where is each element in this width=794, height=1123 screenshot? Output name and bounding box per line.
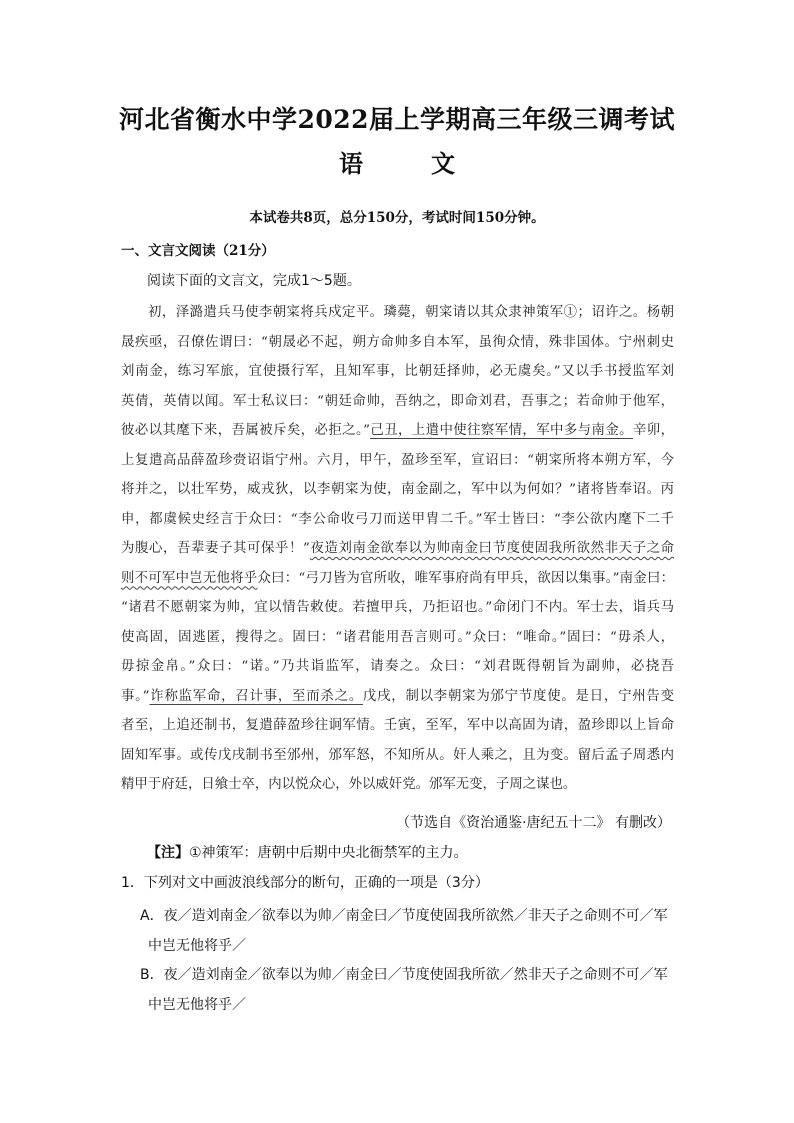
passage-line: [121, 446, 674, 476]
passage-line: [121, 770, 674, 800]
footnote-text: ①神策军：唐朝中后期中央北衙禁军的主力。: [189, 845, 468, 861]
passage-line: [121, 357, 674, 387]
passage-line: [121, 328, 674, 358]
section-heading: 一、文言文阅读（21分）: [121, 243, 275, 259]
exam-title: 河北省衡水中学2022届上学期高三年级三调考试: [118, 105, 676, 134]
option-b-line-2: 中岂无他将乎／: [148, 996, 246, 1013]
option-a-line-1: A．夜／造刘南金／欲奉以为帅／南金曰／节度使固我所欲然／非天子之命则不可／军: [140, 908, 668, 924]
passage-text: 英倩，英倩以闻。军士私议曰：“朝廷命帅，吾纳之，即命刘君，吾事之；若命帅于他军，: [121, 393, 674, 409]
passage-line: [121, 505, 674, 535]
passage-line: [121, 475, 674, 505]
passage-line: [121, 682, 674, 712]
passage-text: 辛卯，: [632, 423, 674, 438]
passage-text: 上复遣高品薛盈珍赍诏诣宁州。六月，甲午，盈珍至军，宣诏曰：“朝寀所将本朔方军，今: [121, 452, 674, 468]
passage-line: [121, 623, 674, 653]
passage-text: 众曰：“弓刀皆为官所收，唯军事府尚有甲兵，欲因以集事。”南金曰：: [257, 570, 674, 586]
passage-text: “诸君不愿朝寀为帅，宜以情告敕使。若擅甲兵，乃拒诏也。”命闭门不内。军士去，诣兵马: [121, 600, 674, 615]
footnote-label: 【注】: [147, 845, 189, 861]
wavy-underlined-text: 夜造刘南金欲奉以为帅南金曰节度使固我所欲然非天子之命: [309, 541, 674, 556]
option-b: [140, 961, 677, 1020]
passage-text: 者至，上追还制书，复遣薛盈珍往诇军情。壬寅，至军，军中以高固为请，盈珍即以上旨命: [121, 718, 674, 733]
exam-info: 本试卷共8页，总分150分，考试时间150分钟。: [249, 210, 545, 226]
passage-line: [121, 652, 674, 682]
passage-line: [121, 298, 674, 328]
passage-text: 晟疾亟，召僚佐谓曰：“朝晟必不起，朔方命帅多自本军，虽徇众情，殊非国体。宁州刺史: [121, 334, 674, 350]
classical-passage: [121, 298, 674, 800]
passage-text: 刘南金，练习军旅，宜使摄行军，且知军事，比朝廷择帅，必无虞矣。”又以手书授监军刘: [121, 364, 674, 379]
wavy-underlined-text: 则不可军中岂无他将乎: [121, 570, 258, 586]
passage-line: [121, 711, 674, 741]
option-a-line-2: 中岂无他将乎／: [148, 937, 246, 954]
passage-text: 戊戌，制以李朝寀为邠宁节度使。是日，宁州告变: [362, 688, 674, 704]
passage-line: [121, 741, 674, 771]
reading-instruction: 阅读下面的文言文，完成1～5题。: [147, 273, 361, 289]
passage-line: [121, 534, 674, 564]
passage-text: 事。”: [121, 688, 150, 704]
underlined-text: 己丑，上遣中使往察军情，军中多与南金。: [369, 423, 633, 438]
passage-text: 将并之，以壮军势，威戎狄，以李朝寀为使，南金副之，军中以为何如？”诸将皆奉诏。丙: [121, 482, 674, 497]
passage-text: 彼必以其麾下来，吾属被斥矣，必拒之。”: [121, 423, 370, 438]
exam-subject: 语 文: [339, 149, 477, 178]
passage-text: 使高固，固逃匿，搜得之。固曰：“诸君能用吾言则可。”众曰：“唯命。”固曰：“毋杀人，: [121, 629, 674, 645]
passage-line: [121, 416, 674, 446]
underlined-text: 诈称监军命，召计事，至而杀之。: [149, 688, 363, 704]
passage-source: （节选自《资治通鉴·唐纪五十二》 有删改）: [396, 815, 671, 831]
passage-text: 申，都虞候史经言于众曰：“李公命收弓刀而送甲胄二千。”军士皆曰：“李公欲内麾下二千: [121, 511, 674, 527]
passage-line: [121, 564, 674, 594]
question-1-stem: 1．下列对文中画波浪线部分的断句，正确的一项是（3分）: [121, 875, 489, 891]
option-a: [140, 902, 677, 961]
passage-line: [121, 387, 674, 417]
option-b-line-1: B．夜／造刘南金／欲奉以为帅／南金曰／节度使固我所欲／然非天子之命则不可／军: [140, 967, 668, 983]
passage-text: 为腹心，吾辈妻子其可保乎！”: [121, 541, 310, 556]
passage-line: [121, 593, 674, 623]
passage-text: 初，泽潞遣兵马使李朝寀将兵戍定平。璘薨，朝寀请以其众隶神策军①；诏许之。杨朝: [148, 305, 674, 320]
passage-text: 精甲于府廷，日飨士卒，内以悦众心，外以威奸党。邠军无变，子周之谋也。: [121, 777, 577, 792]
footnote: [147, 842, 468, 862]
passage-text: 毋掠金帛。”众曰：“诺。”乃共诣监军，请奏之。众曰：“刘君既得朝旨为副帅，必挠吾: [121, 659, 674, 674]
passage-text: 固知军事。或传戊戌制书至邠州，邠军怒，不知所从。奸人乘之，且为变。留后孟子周悉内: [121, 747, 674, 763]
